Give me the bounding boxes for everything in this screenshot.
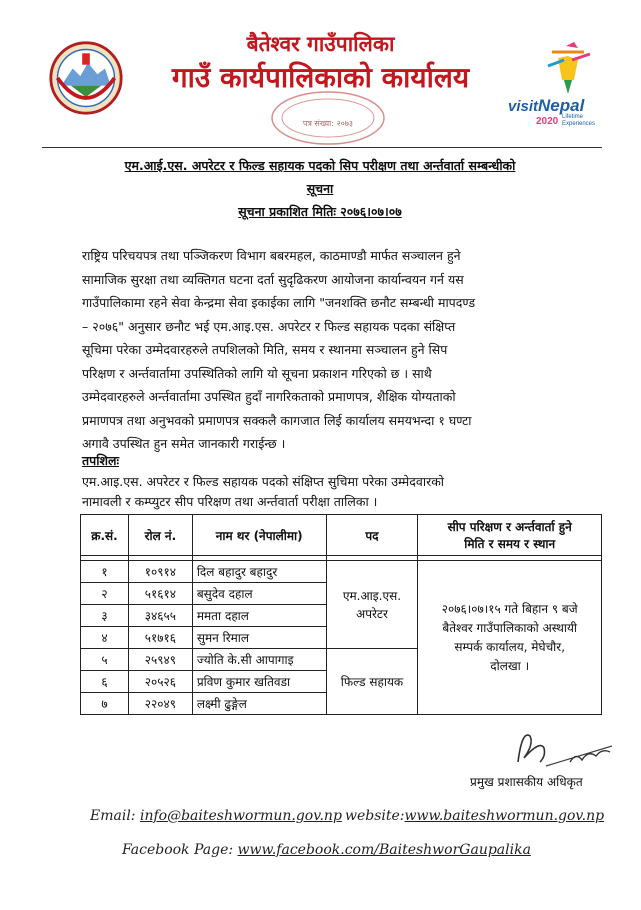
footer-website [345, 808, 604, 824]
cell-roll: ५१६१४ [128, 583, 192, 605]
cell-schedule [418, 561, 602, 715]
cell-name: लक्ष्मी ढुङ्गेल [192, 693, 326, 715]
body-line: राष्ट्रिय परिचयपत्र तथा पञ्जिकरण विभाग बबरमहल, काठमाण्डौ मार्फत सञ्चालन हुने [82, 248, 461, 263]
cell-roll: ३४६५५ [128, 605, 192, 627]
office-seal-stamp [268, 88, 388, 146]
cell-roll: १०९१४ [128, 561, 192, 583]
cell-sn: १ [81, 561, 129, 583]
facebook-label: Facebook Page: [122, 842, 234, 858]
nepal-word: Nepal [538, 96, 585, 115]
signature-icon [500, 722, 620, 777]
cell-roll: २२०४९ [128, 693, 192, 715]
cell-post-field: फिल्ड सहायक [326, 649, 418, 715]
email-link[interactable]: info@baiteshwormun.gov.np [139, 808, 342, 824]
cell-roll: २५९४९ [128, 649, 192, 671]
cell-sn: ४ [81, 627, 129, 649]
body-line: – २०७६" अनुसार छनौट भई एम.आइ.एस. अपरेटर र फिल्ड सहायक पदका संक्षिप्त [82, 318, 456, 334]
cell-sn: ७ [81, 693, 129, 715]
body-line: परिक्षण र अर्न्तवार्तामा उपस्थितिको लागि यो सूचना प्रकाशन गरिएको छ । साथै [82, 365, 432, 381]
notice-title-line1: एम.आई.एस. अपरेटर र फिल्ड सहायक पदको सिप परीक्षण तथा अर्न्तवार्ता सम्बन्धीको [124, 158, 516, 173]
seal-text: पत्र संख्या: २०७३ [302, 119, 354, 128]
notice-date: सूचना प्रकाशित मितिः २०७६।०७।०७ [238, 204, 402, 219]
header-post: पद [326, 515, 418, 556]
email-label: Email: [90, 808, 136, 824]
cell-sn: ६ [81, 671, 129, 693]
table-intro [82, 472, 602, 512]
notice-body [82, 244, 602, 456]
cell-post-mis [326, 561, 418, 649]
body-line: उम्मेदवारहरुले अर्न्तवार्तामा उपस्थित हुदाँ नागरिकताको प्रमाणपत्र, शैक्षिक योग्यताको [82, 389, 456, 404]
cell-name: प्रविण कुमार खतिवडा [192, 671, 326, 693]
campaign-year: 2020 [536, 116, 559, 127]
seal-stamp-icon [268, 88, 388, 146]
footer-facebook [122, 842, 531, 858]
office-name: गाउँ कार्यपालिकाको कार्यालय [171, 61, 470, 94]
post-line: अपरेटर [356, 606, 388, 621]
header-schedule-line: सीप परिक्षण र अर्न्तवार्ता हुने [447, 520, 572, 534]
footer-email [90, 808, 342, 824]
header-divider [42, 147, 602, 148]
mountain-figure-icon [508, 38, 608, 98]
municipality-name: बैतेश्वर गाउँपालिका [246, 32, 395, 56]
notice-title-line2: सूचना [306, 181, 334, 196]
header-schedule-line: मिति र समय र स्थान [464, 537, 556, 551]
cell-name: ममता दहाल [192, 605, 326, 627]
body-line: गाउँपालिकामा रहने सेवा केन्द्रमा सेवा इकाईका लागि "जनशक्ति छनौट सम्बन्धी मापदण्ड [82, 295, 476, 310]
header-roll: रोल नं. [128, 515, 192, 556]
header-name: नाम थर (नेपालीमा) [192, 515, 326, 556]
body-line: अगावै उपस्थित हुन समेत जानकारी गराईन्छ । [82, 436, 286, 451]
schedule-line: बैतेश्वर गाउँपालिकाको अस्थायी [442, 620, 578, 635]
signatory-designation: प्रमुख प्रशासकीय अधिकृत [470, 775, 583, 789]
visit-nepal-logo [508, 38, 608, 130]
tapasil-heading: तपशिलः [82, 453, 119, 468]
cell-roll: ५१७१६ [128, 627, 192, 649]
website-label: website: [345, 808, 405, 824]
visit-word: visit [508, 98, 539, 115]
table-intro-line: नामावली र कम्प्युटर सीप परिक्षण तथा अर्न्तवार्ता परीक्षा तालिका । [82, 494, 378, 509]
table-row [81, 561, 602, 583]
campaign-tagline: Lifetime Experiences [562, 114, 596, 127]
schedule-line: सम्पर्क कार्यालय, मेघेचौर, [454, 639, 566, 654]
body-line: सामाजिक सुरक्षा तथा व्यक्तिगत घटना दर्ता सुदृढिकरण आयोजना कार्यान्वयन गर्न यस [82, 271, 464, 287]
header-schedule [418, 515, 602, 556]
cell-name: दिल बहादुर बहादुर [192, 561, 326, 583]
body-line: प्रमाणपत्र तथा अनुभवको प्रमाणपत्र सक्कलै कागजात लिई कार्यालय समयभन्दा १ घण्टा [82, 412, 472, 428]
cell-roll: २०५२६ [128, 671, 192, 693]
schedule-line: दोलखा । [490, 658, 530, 673]
table-intro-line: एम.आइ.एस. अपरेटर र फिल्ड सहायक पदको संक्षिप्त सुचिमा परेका उम्मेदवारको [82, 474, 445, 489]
schedule-line: २०७६।०७।१५ गते बिहान ९ बजे [441, 601, 578, 616]
post-line: एम.आइ.एस. [342, 588, 402, 603]
cell-sn: २ [81, 583, 129, 605]
body-line: सूचिमा परेका उम्मेदवारहरुले तपशिलको मिति, समय र स्थानमा सञ्चालन हुने सिप [82, 342, 448, 357]
website-link[interactable]: www.baiteshwormun.gov.np [404, 808, 605, 824]
cell-name: सुमन रिमाल [192, 627, 326, 649]
cell-name: ज्योति के.सी आपागाइ [192, 649, 326, 671]
table-header-row [81, 515, 602, 556]
header-sn: क्र.सं. [81, 515, 129, 556]
candidate-table [80, 514, 602, 715]
facebook-link[interactable]: www.facebook.com/BaiteshworGaupalika [237, 842, 531, 858]
cell-sn: ५ [81, 649, 129, 671]
cell-sn: ३ [81, 605, 129, 627]
cell-name: बसुदेव दहाल [192, 583, 326, 605]
